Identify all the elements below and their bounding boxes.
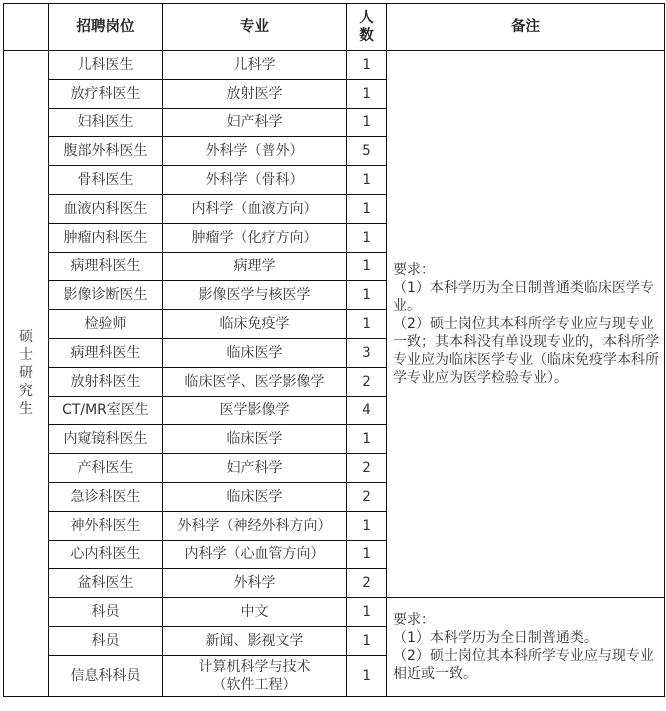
major-cell: 肿瘤学（化疗方向）: [163, 223, 347, 252]
major-cell: 临床医学、医学影像学: [163, 367, 347, 396]
position-cell: 心内科医生: [49, 540, 163, 569]
count-cell: 5: [347, 137, 387, 166]
position-cell: 骨科医生: [49, 166, 163, 195]
count-cell: 1: [347, 79, 387, 108]
position-cell: 腹部外科医生: [49, 137, 163, 166]
major-cell: 医学影像学: [163, 396, 347, 425]
table-row: [4, 51, 665, 80]
position-cell: 放疗科医生: [49, 79, 163, 108]
position-cell: 内窥镜科医生: [49, 425, 163, 454]
major-header: 专业: [163, 4, 347, 51]
count-header: 人 数: [347, 4, 387, 51]
category-cell: 硕 士 研 究 生: [4, 51, 49, 697]
major-cell: 中文: [163, 598, 347, 627]
position-cell: 检验师: [49, 310, 163, 339]
count-cell: 1: [347, 425, 387, 454]
count-cell: 2: [347, 482, 387, 511]
major-cell: 外科学（骨科）: [163, 166, 347, 195]
position-cell: 神外科医生: [49, 511, 163, 540]
major-cell: 影像医学与核医学: [163, 281, 347, 310]
major-cell: 临床医学: [163, 482, 347, 511]
major-cell: 病理学: [163, 252, 347, 281]
major-cell: 放射医学: [163, 79, 347, 108]
notes-cell-staff: 要求： （1）本科学历为全日制普通类。 （2）硕士岗位其本科所学专业应与现专业相近或一致。: [387, 598, 665, 697]
count-cell: 1: [347, 108, 387, 137]
position-cell: 影像诊断医生: [49, 281, 163, 310]
major-cell: 内科学（血液方向）: [163, 194, 347, 223]
major-cell: 妇产科学: [163, 454, 347, 483]
count-cell: 4: [347, 396, 387, 425]
major-cell: 临床免疫学: [163, 310, 347, 339]
header-row: [4, 4, 665, 51]
position-cell: 妇科医生: [49, 108, 163, 137]
count-cell: 2: [347, 367, 387, 396]
count-cell: 1: [347, 511, 387, 540]
count-cell: 1: [347, 540, 387, 569]
major-cell: 临床医学: [163, 338, 347, 367]
notes-header: 备注: [387, 4, 665, 51]
count-cell: 3: [347, 338, 387, 367]
position-cell: 病理科医生: [49, 252, 163, 281]
table-row: [4, 598, 665, 627]
position-cell: 科员: [49, 598, 163, 627]
count-cell: 1: [347, 281, 387, 310]
count-cell: 1: [347, 166, 387, 195]
count-cell: 1: [347, 194, 387, 223]
count-cell: 1: [347, 223, 387, 252]
count-cell: 1: [347, 252, 387, 281]
position-cell: 放射科医生: [49, 367, 163, 396]
major-cell: 妇产科学: [163, 108, 347, 137]
count-cell: 1: [347, 655, 387, 696]
position-header: 招聘岗位: [49, 4, 163, 51]
major-cell: 儿科学: [163, 51, 347, 80]
count-cell: 1: [347, 310, 387, 339]
position-cell: CT/MR室医生: [49, 396, 163, 425]
count-cell: 1: [347, 626, 387, 655]
major-cell: 临床医学: [163, 425, 347, 454]
position-cell: 儿科医生: [49, 51, 163, 80]
position-cell: 病理科医生: [49, 338, 163, 367]
notes-cell-medical: 要求： （1）本科学历为全日制普通类临床医学专业。 （2）硕士岗位其本科所学专业应与现专业一致；其本科没有单设现专业的，本科所学专业应为临床医学专业（临床免疫学本科所学专业应为医学检验专业）。: [387, 51, 665, 598]
position-cell: 肿瘤内科医生: [49, 223, 163, 252]
major-cell: 外科学（神经外科方向）: [163, 511, 347, 540]
major-cell: 新闻、影视文学: [163, 626, 347, 655]
position-cell: 急诊科医生: [49, 482, 163, 511]
position-cell: 产科医生: [49, 454, 163, 483]
recruitment-table: [3, 3, 665, 697]
major-cell: 计算机科学与技术 （软件工程）: [163, 655, 347, 696]
category-header: [4, 4, 49, 51]
major-cell: 内科学（心血管方向）: [163, 540, 347, 569]
position-cell: 血液内科医生: [49, 194, 163, 223]
position-cell: 信息科科员: [49, 655, 163, 696]
position-cell: 盆科医生: [49, 569, 163, 598]
count-cell: 2: [347, 569, 387, 598]
count-cell: 1: [347, 51, 387, 80]
count-cell: 2: [347, 454, 387, 483]
position-cell: 科员: [49, 626, 163, 655]
major-cell: 外科学: [163, 569, 347, 598]
count-cell: 1: [347, 598, 387, 627]
major-cell: 外科学（普外）: [163, 137, 347, 166]
